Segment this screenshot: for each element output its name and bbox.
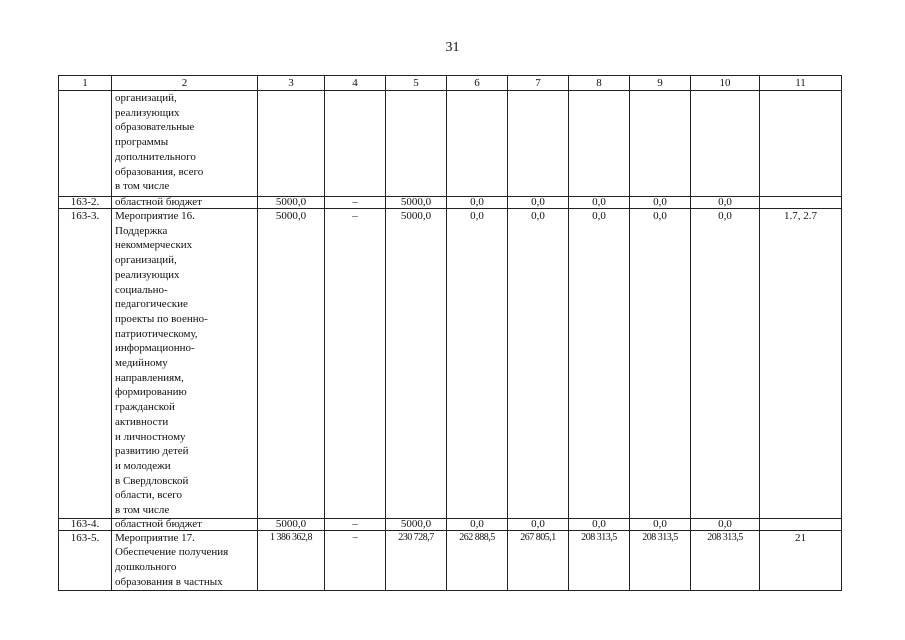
column-header-2: 2 — [112, 76, 258, 91]
description-line: социально- — [115, 283, 168, 296]
value-cell-col-5: 230 728,7 — [386, 530, 447, 590]
description-line: некоммерческих — [115, 239, 193, 252]
value-cell-col-3: 5000,0 — [258, 209, 325, 519]
value-cell-col-4 — [325, 91, 386, 197]
description-line: областной бюджет — [115, 518, 202, 530]
table-row — [59, 518, 842, 530]
description-line: активности — [115, 415, 169, 428]
value-cell-col-4: – — [325, 209, 386, 519]
row-number-cell: 163-5. — [59, 530, 112, 590]
column-header-5: 5 — [386, 76, 447, 91]
description-line: Мероприятие 16. — [115, 210, 195, 222]
value-cell-col-4: – — [325, 197, 386, 209]
table-row — [59, 91, 842, 197]
description-line: медийному — [115, 357, 168, 370]
value-cell-col-3 — [258, 91, 325, 197]
value-cell-col-9: 0,0 — [630, 197, 691, 209]
value-cell-col-11 — [760, 91, 842, 197]
value-cell-col-6: 262 888,5 — [447, 530, 508, 590]
value-cell-col-4: – — [325, 530, 386, 590]
value-cell-col-5: 5000,0 — [386, 197, 447, 209]
value-cell-col-10: 0,0 — [691, 209, 760, 519]
description-line: программы — [115, 136, 169, 149]
value-cell-col-7: 0,0 — [508, 197, 569, 209]
value-cell-col-5 — [386, 91, 447, 197]
value-cell-col-8: 208 313,5 — [569, 530, 630, 590]
value-cell-col-9: 0,0 — [630, 518, 691, 530]
description-line: образования, всего — [115, 165, 204, 178]
table-row — [59, 209, 842, 519]
description-line: Мероприятие 17. — [115, 531, 195, 544]
value-cell-col-11: 21 — [760, 530, 842, 590]
value-cell-col-7 — [508, 91, 569, 197]
description-line: Поддержка — [115, 224, 168, 237]
row-number-cell — [59, 91, 112, 197]
table-row — [59, 197, 842, 209]
description-line: областной бюджет — [115, 196, 202, 208]
value-cell-col-9 — [630, 91, 691, 197]
value-cell-col-6: 0,0 — [447, 518, 508, 530]
column-header-9: 9 — [630, 76, 691, 91]
value-cell-col-7: 0,0 — [508, 518, 569, 530]
description-line: педагогические — [115, 298, 188, 311]
value-cell-col-10: 0,0 — [691, 518, 760, 530]
description-line: в Свердловской — [115, 474, 189, 487]
value-cell-col-6: 0,0 — [447, 209, 508, 519]
description-line: в том числе — [115, 180, 170, 193]
description-line: формированию — [115, 386, 187, 399]
row-number-cell: 163-2. — [59, 197, 112, 209]
description-line: реализующих — [115, 268, 180, 281]
description-line: дополнительного — [115, 150, 196, 163]
value-cell-col-11: 1.7, 2.7 — [760, 209, 842, 519]
description-cell — [112, 91, 258, 197]
value-cell-col-3: 1 386 362,8 — [258, 530, 325, 590]
column-header-6: 6 — [447, 76, 508, 91]
value-cell-col-7: 267 805,1 — [508, 530, 569, 590]
value-cell-col-10: 0,0 — [691, 197, 760, 209]
description-cell — [112, 209, 258, 519]
value-cell-col-7: 0,0 — [508, 209, 569, 519]
description-line: и молодежи — [115, 459, 171, 472]
value-cell-col-8: 0,0 — [569, 197, 630, 209]
value-cell-col-8: 0,0 — [569, 518, 630, 530]
value-cell-col-11 — [760, 197, 842, 209]
table-body — [59, 91, 842, 591]
description-line: Обеспечение получения — [115, 546, 229, 559]
value-cell-col-6 — [447, 91, 508, 197]
value-cell-col-9: 0,0 — [630, 209, 691, 519]
value-cell-col-5: 5000,0 — [386, 209, 447, 519]
description-line: направлениям, — [115, 371, 184, 384]
column-header-3: 3 — [258, 76, 325, 91]
column-header-7: 7 — [508, 76, 569, 91]
description-line: реализующих — [115, 106, 180, 119]
column-header-1: 1 — [59, 76, 112, 91]
value-cell-col-10: 208 313,5 — [691, 530, 760, 590]
budget-table — [58, 75, 842, 591]
row-number-cell: 163-4. — [59, 518, 112, 530]
description-line: патриотическому, — [115, 327, 198, 340]
header-row — [59, 76, 842, 91]
description-line: гражданской — [115, 401, 175, 414]
description-cell — [112, 530, 258, 590]
value-cell-col-6: 0,0 — [447, 197, 508, 209]
value-cell-col-5: 5000,0 — [386, 518, 447, 530]
value-cell-col-3: 5000,0 — [258, 197, 325, 209]
table-row — [59, 530, 842, 590]
value-cell-col-8: 0,0 — [569, 209, 630, 519]
description-line: образования в частных — [115, 575, 223, 588]
value-cell-col-9: 208 313,5 — [630, 530, 691, 590]
value-cell-col-3: 5000,0 — [258, 518, 325, 530]
description-cell — [112, 197, 258, 209]
column-header-8: 8 — [569, 76, 630, 91]
description-line: организаций, — [115, 254, 177, 267]
column-header-10: 10 — [691, 76, 760, 91]
description-line: образовательные — [115, 121, 195, 134]
description-cell — [112, 518, 258, 530]
description-line: дошкольного — [115, 561, 177, 574]
value-cell-col-11 — [760, 518, 842, 530]
description-line: развитию детей — [115, 445, 189, 458]
page-number: 31 — [445, 40, 460, 55]
description-line: информационно- — [115, 342, 195, 355]
column-header-4: 4 — [325, 76, 386, 91]
description-line: области, всего — [115, 489, 183, 502]
description-line: организаций, — [115, 92, 177, 104]
value-cell-col-10 — [691, 91, 760, 197]
value-cell-col-8 — [569, 91, 630, 197]
description-line: проекты по военно- — [115, 312, 208, 325]
description-line: в том числе — [115, 504, 170, 517]
column-header-11: 11 — [760, 76, 842, 91]
description-line: и личностному — [115, 430, 186, 443]
value-cell-col-4: – — [325, 518, 386, 530]
row-number-cell: 163-3. — [59, 209, 112, 519]
